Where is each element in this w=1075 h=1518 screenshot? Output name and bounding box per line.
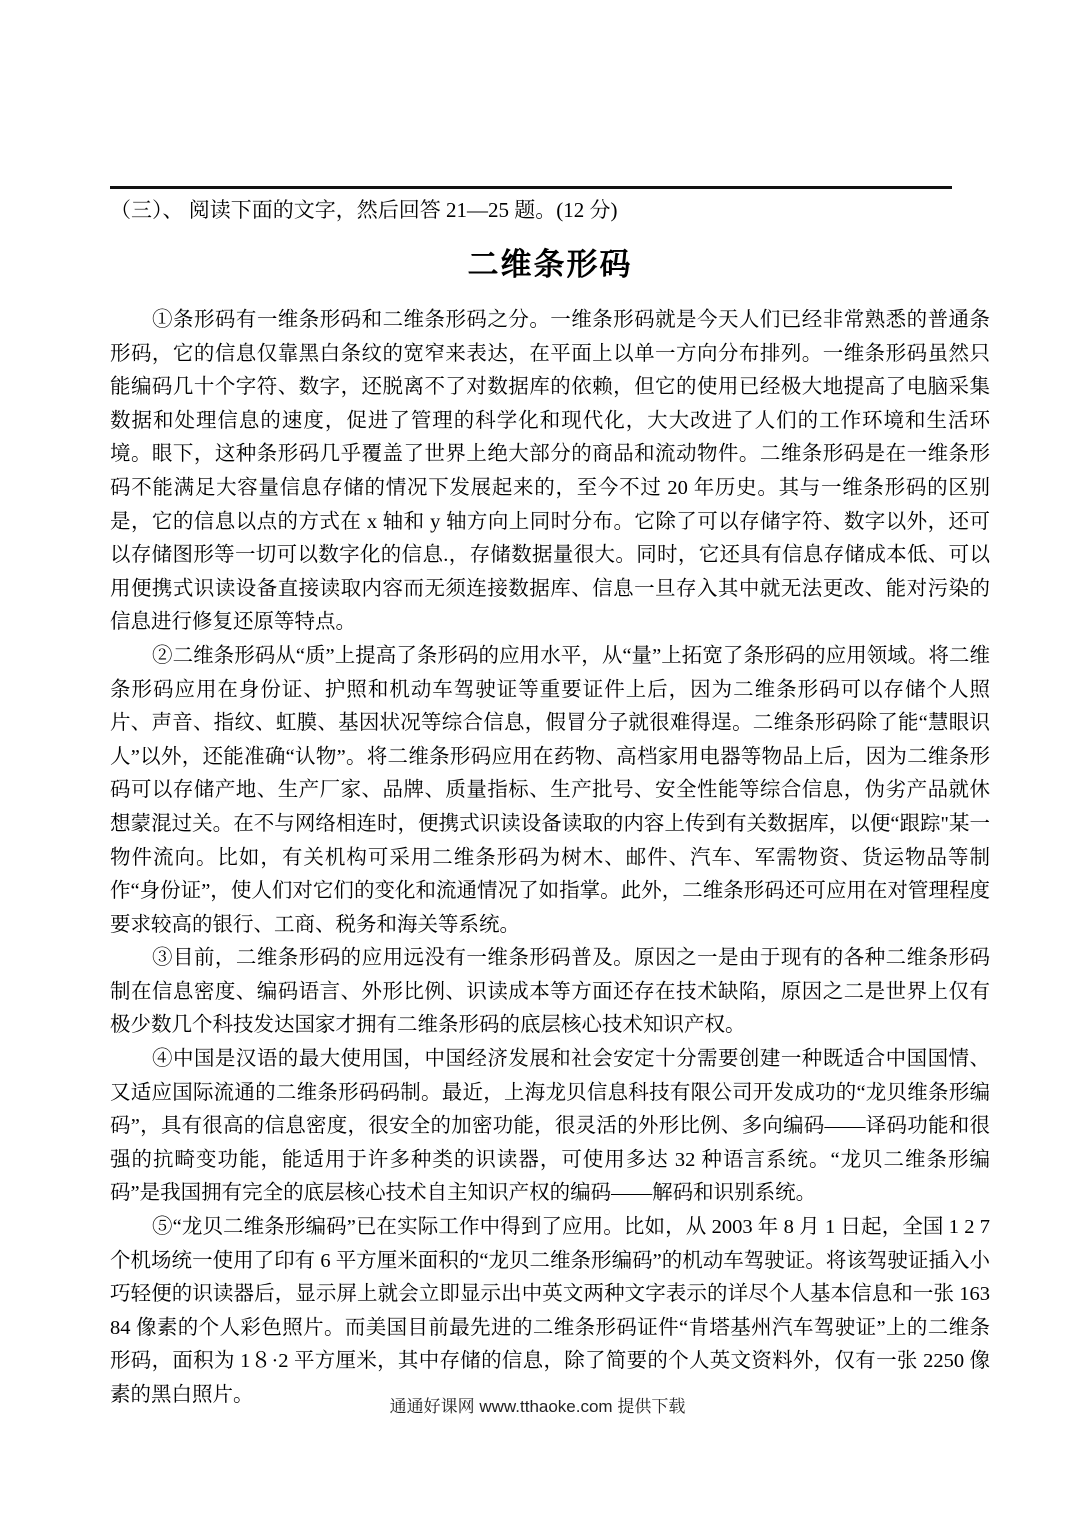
top-divider [110,186,952,189]
passage-title: 二维条形码 [467,247,633,282]
section-header: （三）、 阅读下面的文字，然后回答 21—25 题。(12 分) [110,198,618,222]
footer-text: 通通好课网 www.tthaoke.com 提供下载 [389,1397,686,1416]
paragraph-5: ⑤“龙贝二维条形编码”已在实际工作中得到了应用。比如，从 2003 年 8 月 1 日起，全国 1 2 7 个机场统一使用了印有 6 平方厘米面积的“龙贝二维条形编码”的机动车驾驶证。将该驾驶证插入小巧轻便的识读器后，显示屏上就会立即显示出中英文两种文字表示的详尽个人基本信息和一张 16384 像素的个人彩色照片。而美国目前最先进的二维条形码证件“肯塔基州汽车驾驶证”上的二维条形码，面积为 1８·2 平方厘米，其中存储的信息，除了简要的个人英文资料外，仅有一张 2250 像素的黑白照片。 [110,1216,990,1406]
paragraph-1: ①条形码有一维条形码和二维条形码之分。一维条形码就是今天人们已经非常熟悉的普通条形码，它的信息仅靠黑白条纹的宽窄来表达，在平面上以单一方向分布排列。一维条形码虽然只能编码几十个字符、数字，还脱离不了对数据库的依赖，但它的使用已经极大地提高了电脑采集数据和处理信息的速度，促进了管理的科学化和现代化，大大改进了人们的工作环境和生活环境。眼下，这种条形码几乎覆盖了世界上绝大部分的商品和流动物件。二维条形码是在一维条形码不能满足大容量信息存储的情况下发展起来的，至今不过 20 年历史。其与一维条形码的区别是，它的信息以点的方式在 x 轴和 y 轴方向上同时分布。它除了可以存储字符、数字以外，还可以存储图形等一切可以数字化的信息.，存储数据量很大。同时，它还具有信息存储成本低、可以用便携式识读设备直接读取内容而无须连接数据库、信息一旦存入其中就无法更改、能对污染的信息进行修复还原等特点。 [110,309,990,634]
paragraph-3: ③目前，二维条形码的应用远没有一维条形码普及。原因之一是由于现有的各种二维条形码制在信息密度、编码语言、外形比例、识读成本等方面还存在技术缺陷，原因之二是世界上仅有极少数几个科技发达国家才拥有二维条形码的底层核心技术知识产权。 [110,947,990,1037]
paragraph-4: ④中国是汉语的最大使用国，中国经济发展和社会安定十分需要创建一种既适合中国国情、又适应国际流通的二维条形码码制。最近，上海龙贝信息科技有限公司开发成功的“龙贝维条形编码”，具有很高的信息密度，很安全的加密功能，很灵活的外形比例、多向编码——译码功能和很强的抗畸变功能，能适用于许多种类的识读器，可使用多达 32 种语言系统。“龙贝二维条形编码”是我国拥有完全的底层核心技术自主知识产权的编码——解码和识别系统。 [110,1048,990,1205]
document-page [110,186,990,1413]
paragraph-2: ②二维条形码从“质”上提高了条形码的应用水平，从“量”上拓宽了条形码的应用领域。将二维条形码应用在身份证、护照和机动车驾驶证等重要证件上后，因为二维条形码可以存储个人照片、声音、指纹、虹膜、基因状况等综合信息，假冒分子就很难得逞。二维条形码除了能“慧眼识人”以外，还能准确“认物”。将二维条形码应用在药物、高档家用电器等物品上后，因为二维条形码可以存储产地、生产厂家、品牌、质量指标、生产批号、安全性能等综合信息，伪劣产品就休想蒙混过关。在不与网络相连时，便携式识读设备读取的内容上传到有关数据库，以便“跟踪"某一物件流向。比如，有关机构可采用二维条形码为树木、邮件、汽车、军需物资、货运物品等制作“身份证”，使人们对它们的变化和流通情况了如指掌。此外，二维条形码还可应用在对管理程度要求较高的银行、工商、税务和海关等系统。 [110,644,990,936]
